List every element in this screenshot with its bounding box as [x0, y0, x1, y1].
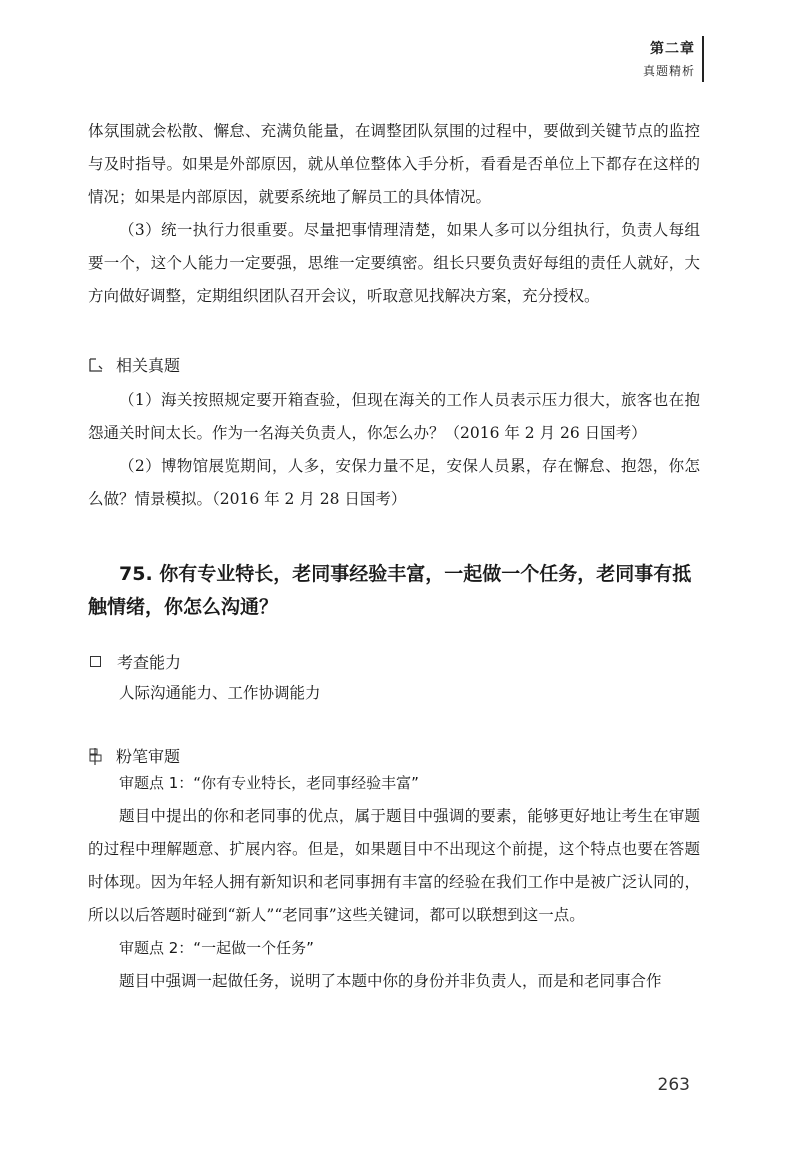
ability-text: 人际沟通能力、工作协调能力: [119, 684, 321, 702]
square-icon: [90, 656, 101, 667]
stacked-box-icon: [88, 748, 104, 764]
chapter-number: 第二章: [650, 41, 695, 57]
body-paragraph-1: 体氛围就会松散、懈怠、充满负能量，在调整团队氛围的过程中，要做到关键节点的监控与及时指导。如果是外部原因，就从单位整体入手分析，看看是否单位上下都存在这样的情况；如果是内部原因，就要系统地了解员工的具体情况。: [88, 122, 700, 206]
review-paragraph-1: 题目中提出的你和老同事的优点，属于题目中强调的要素，能够更好地让考生在审题的过程中理解题意、扩展内容。但是，如果题目中不出现这个前提，这个特点也要在答题时体现。因为年轻人拥有新知识和老同事拥有丰富的经验在我们工作中是被广泛认同的，所以以后答题时碰到“新人”“老同事”这些关键词，都可以联想到这一点。: [88, 807, 700, 924]
review-paragraph-2: 题目中强调一起做任务，说明了本题中你的身份并非负责人，而是和老同事合作: [119, 972, 662, 990]
related-question-1: （1）海关按照规定要开箱查验，但现在海关的工作人员表示压力很大，旅客也在抱怨通关时间太长。作为一名海关负责人，你怎么办？（2016 年 2 月 26 日国考）: [88, 391, 700, 442]
related-heading: [88, 353, 700, 376]
review-heading-text: 粉笔审题: [116, 747, 181, 766]
chapter-subtitle: 真题精析: [642, 64, 695, 78]
review-point-2: 审题点 2：“一起做一个任务”: [119, 939, 314, 957]
body-paragraph-2: （3）统一执行力很重要。尽量把事情理清楚，如果人多可以分组执行，负责人每组要一个，这个人能力一定要强，思维一定要缜密。组长只要负责好每组的责任人就好，大方向做好调整，定期组织团队召开会议，听取意见找解决方案，充分授权。: [88, 221, 700, 305]
header-rule: [702, 36, 704, 82]
page-content: [88, 115, 700, 998]
corner-bracket-icon: [88, 357, 104, 373]
review-heading: [88, 744, 700, 767]
review-point-1: 审题点 1：“你有专业特长，老同事经验丰富”: [119, 774, 419, 792]
question-title: 75. 你有专业特长，老同事经验丰富，一起做一个任务，老同事有抵触情绪，你怎么沟通？: [88, 563, 692, 618]
running-header: [643, 38, 695, 79]
related-question-2: （2）博物馆展览期间，人多，安保力量不足，安保人员累，存在懈怠、抱怨，你怎么做？情景模拟。（2016 年 2 月 28 日国考）: [88, 457, 700, 508]
ability-heading-text: 考查能力: [117, 653, 182, 672]
ability-heading: [88, 650, 700, 673]
related-heading-text: 相关真题: [116, 356, 181, 375]
page-number: 263: [657, 1075, 690, 1095]
